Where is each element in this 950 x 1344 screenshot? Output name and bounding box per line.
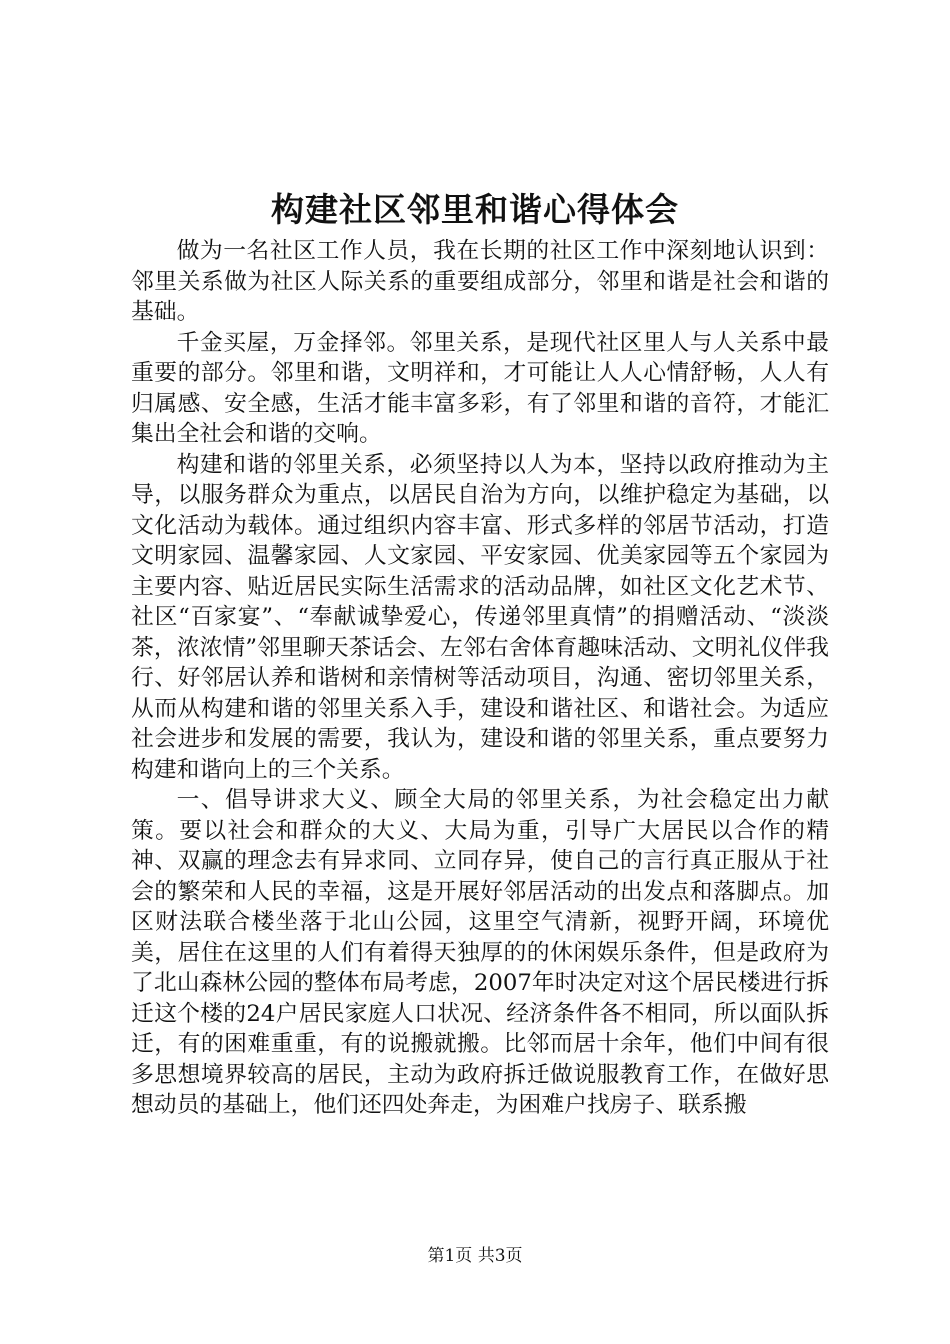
document-body <box>131 236 829 1121</box>
paragraph-1: 做为一名社区工作人员，我在长期的社区工作中深刻地认识到：邻里关系做为社区人际关系的重要组成部分，邻里和谐是社会和谐的基础。 <box>131 238 829 325</box>
paragraph-2: 千金买屋，万金择邻。邻里关系，是现代社区里人与人关系中最重要的部分。邻里和谐，文明祥和，才可能让人人心情舒畅，人人有归属感、安全感，生活才能丰富多彩，有了邻里和谐的音符，才能汇集出全社会和谐的交响。 <box>131 329 829 447</box>
paragraph-4: 一、倡导讲求大义、顾全大局的邻里关系，为社会稳定出力献策。要以社会和群众的大义、大局为重，引导广大居民以合作的精神、双赢的理念去有异求同、立同存异，使自己的言行真正服从于社会的繁荣和人民的幸福，这是开展好邻居活动的出发点和落脚点。加区财法联合楼坐落于北山公园，这里空气清新，视野开阔，环境优美，居住在这里的人们有着得天独厚的的休闲娱乐条件，但是政府为了北山森林公园的整体布局考虑，2007年时决定对这个居民楼进行拆迁这个楼的24户居民家庭人口状况、经济条件各不相同，所以面队拆迁，有的困难重重，有的说搬就搬。比邻而居十余年，他们中间有很多思想境界较高的居民，主动为政府拆迁做说服教育工作，在做好思想动员的基础上，他们还四处奔走，为困难户找房子、联系搬 <box>131 787 829 1118</box>
document-title: 构建社区邻里和谐心得体会 <box>271 190 679 229</box>
page-footer: 第1页 共3页 <box>427 1246 523 1266</box>
paragraph-3: 构建和谐的邻里关系，必须坚持以人为本，坚持以政府推动为主导，以服务群众为重点，以居民自治为方向，以维护稳定为基础，以文化活动为载体。通过组织内容丰富、形式多样的邻居节活动，打造文明家园、温馨家园、人文家园、平安家园、优美家园等五个家园为主要内容、贴近居民实际生活需求的活动品牌，如社区文化艺术节、社区“百家宴”、“奉献诚挚爱心，传递邻里真情”的捐赠活动、“淡淡茶，浓浓情”邻里聊天茶话会、左邻右舍体育趣味活动、文明礼仪伴我行、好邻居认养和谐树和亲情树等活动项目，沟通、密切邻里关系，从而从构建和谐的邻里关系入手，建设和谐社区、和谐社会。为适应社会进步和发展的需要，我认为，建设和谐的邻里关系，重点要努力构建和谐向上的三个关系。 <box>131 451 829 783</box>
